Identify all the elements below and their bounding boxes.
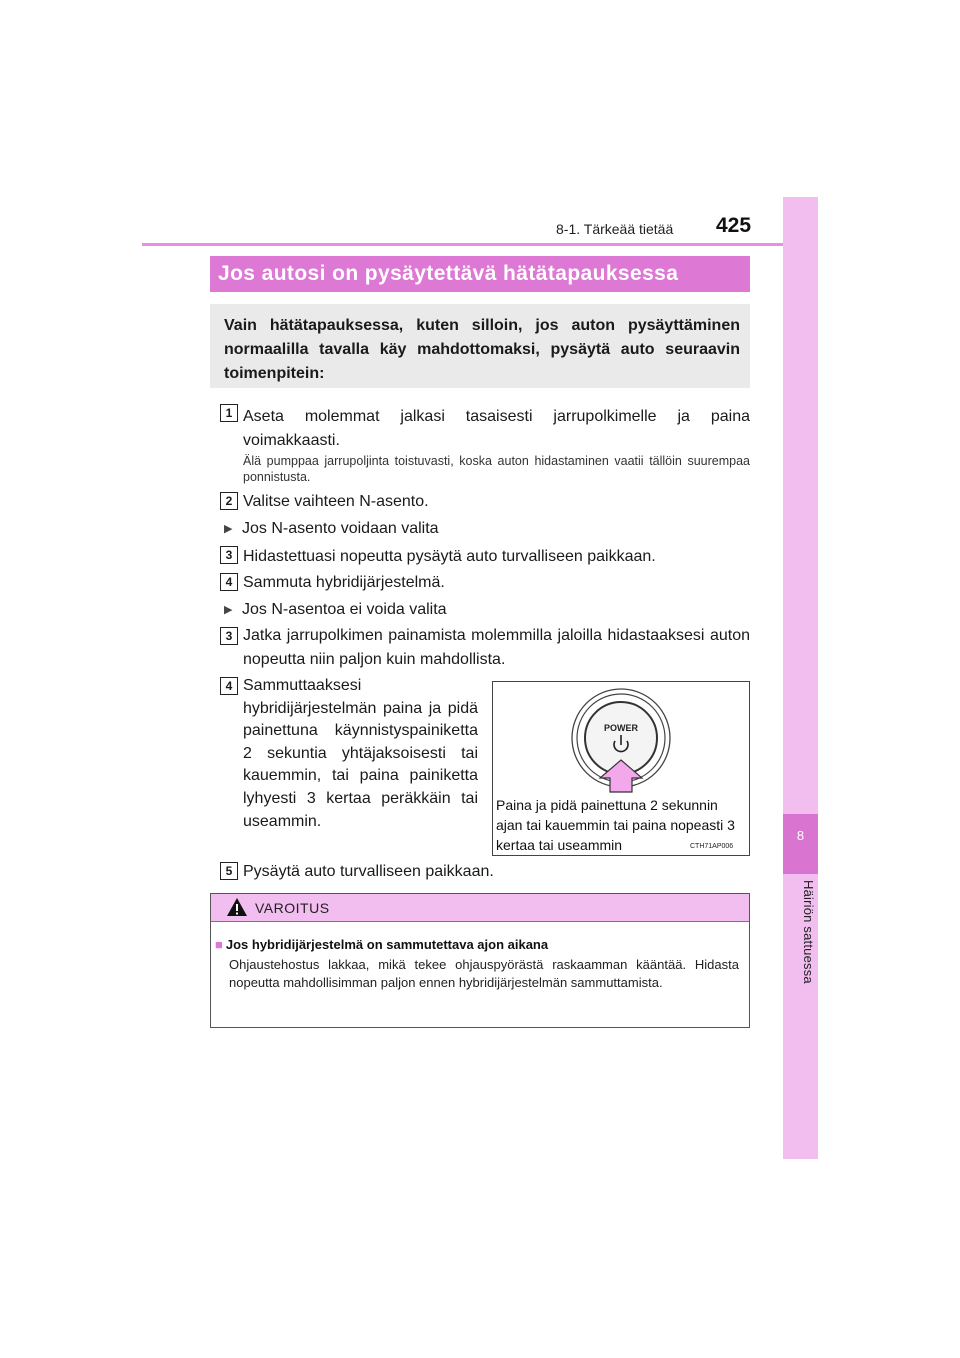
step-3-text: Hidastettuasi nopeutta pysäytä auto turvalliseen paikkaan.	[243, 548, 656, 565]
page-title: Jos autosi on pysäytettävä hätätapauksessa	[210, 256, 750, 292]
chapter-tab-marker	[783, 814, 818, 874]
power-button-label: POWER	[603, 723, 639, 733]
step-badge-1: 1	[220, 404, 238, 422]
intro-box: Vain hätätapauksessa, kuten silloin, jos auton pysäyttäminen normaalilla tavalla käy mahdottomaksi, pysäytä auto seuraavin toimenpitein:	[210, 304, 750, 388]
step-badge-4: 4	[220, 573, 238, 591]
figure-caption: Paina ja pidä painettuna 2 sekunnin ajan tai kauemmin tai paina nopeasti 3 kertaa tai useammin	[496, 797, 735, 853]
warning-label: VAROITUS	[255, 900, 330, 916]
step-badge-4-alt: 4	[220, 677, 238, 695]
step-1-text: Aseta molemmat jalkasi tasaisesti jarrupolkimelle ja paina voimakkaasti.	[243, 408, 750, 449]
condition-n-not-possible	[224, 598, 447, 622]
power-button-icon	[560, 684, 684, 794]
condition-n-possible	[224, 517, 439, 541]
chapter-label: Häiriön sattuessa	[801, 880, 816, 984]
step-1-note: Älä pumppaa jarrupoljinta toistuvasti, koska auton hidastaminen vaatii tällöin suurempaa ponnistusta.	[243, 454, 750, 484]
section-title: 8-1. Tärkeää tietää	[556, 221, 674, 237]
step-badge-3-alt: 3	[220, 627, 238, 645]
warning-title-text: Jos hybridijärjestelmä on sammutettava ajon aikana	[225, 937, 549, 952]
step-4-alt-text: Sammuttaaksesi hybridijärjestelmän paina ja pidä painettuna käynnistyspainiketta 2 sekuntia yhtäjaksoisesti tai kauemmin, tai paina painiketta lyhyesti 3 kertaa peräkkäin tai useammin.	[243, 677, 478, 830]
step-badge-5: 5	[220, 862, 238, 880]
warning-icon	[226, 897, 248, 917]
warning-text: Ohjaustehostus lakkaa, mikä tekee ohjauspyörästä raskaamman kääntää. Hidasta nopeutta mahdollisimman paljon ennen hybridijärjestelmän sammuttamista.	[229, 957, 739, 990]
page-number: 425	[716, 214, 752, 237]
step-badge-2: 2	[220, 492, 238, 510]
warning-title	[215, 937, 548, 952]
square-bullet-icon: ■	[215, 937, 223, 952]
figure-code: CTH71AP006	[690, 843, 734, 850]
triangle-bullet-icon: ▶	[224, 604, 233, 616]
triangle-bullet-icon: ▶	[224, 523, 233, 535]
step-badge-3: 3	[220, 546, 238, 564]
condition-n-not-possible-label: Jos N-asentoa ei voida valita	[242, 601, 447, 618]
condition-n-possible-label: Jos N-asento voidaan valita	[242, 520, 439, 537]
header-rule	[142, 243, 818, 246]
chapter-number: 8	[796, 828, 805, 843]
step-3-alt-text: Jatka jarrupolkimen painamista molemmilla jaloilla hidastaaksesi auton nopeutta niin paljon kuin mahdollista.	[243, 627, 750, 668]
step-4-text: Sammuta hybridijärjestelmä.	[243, 574, 445, 591]
step-5-text: Pysäytä auto turvalliseen paikkaan.	[243, 863, 494, 880]
chapter-tab	[783, 197, 818, 1159]
step-2-text: Valitse vaihteen N-asento.	[243, 493, 429, 510]
